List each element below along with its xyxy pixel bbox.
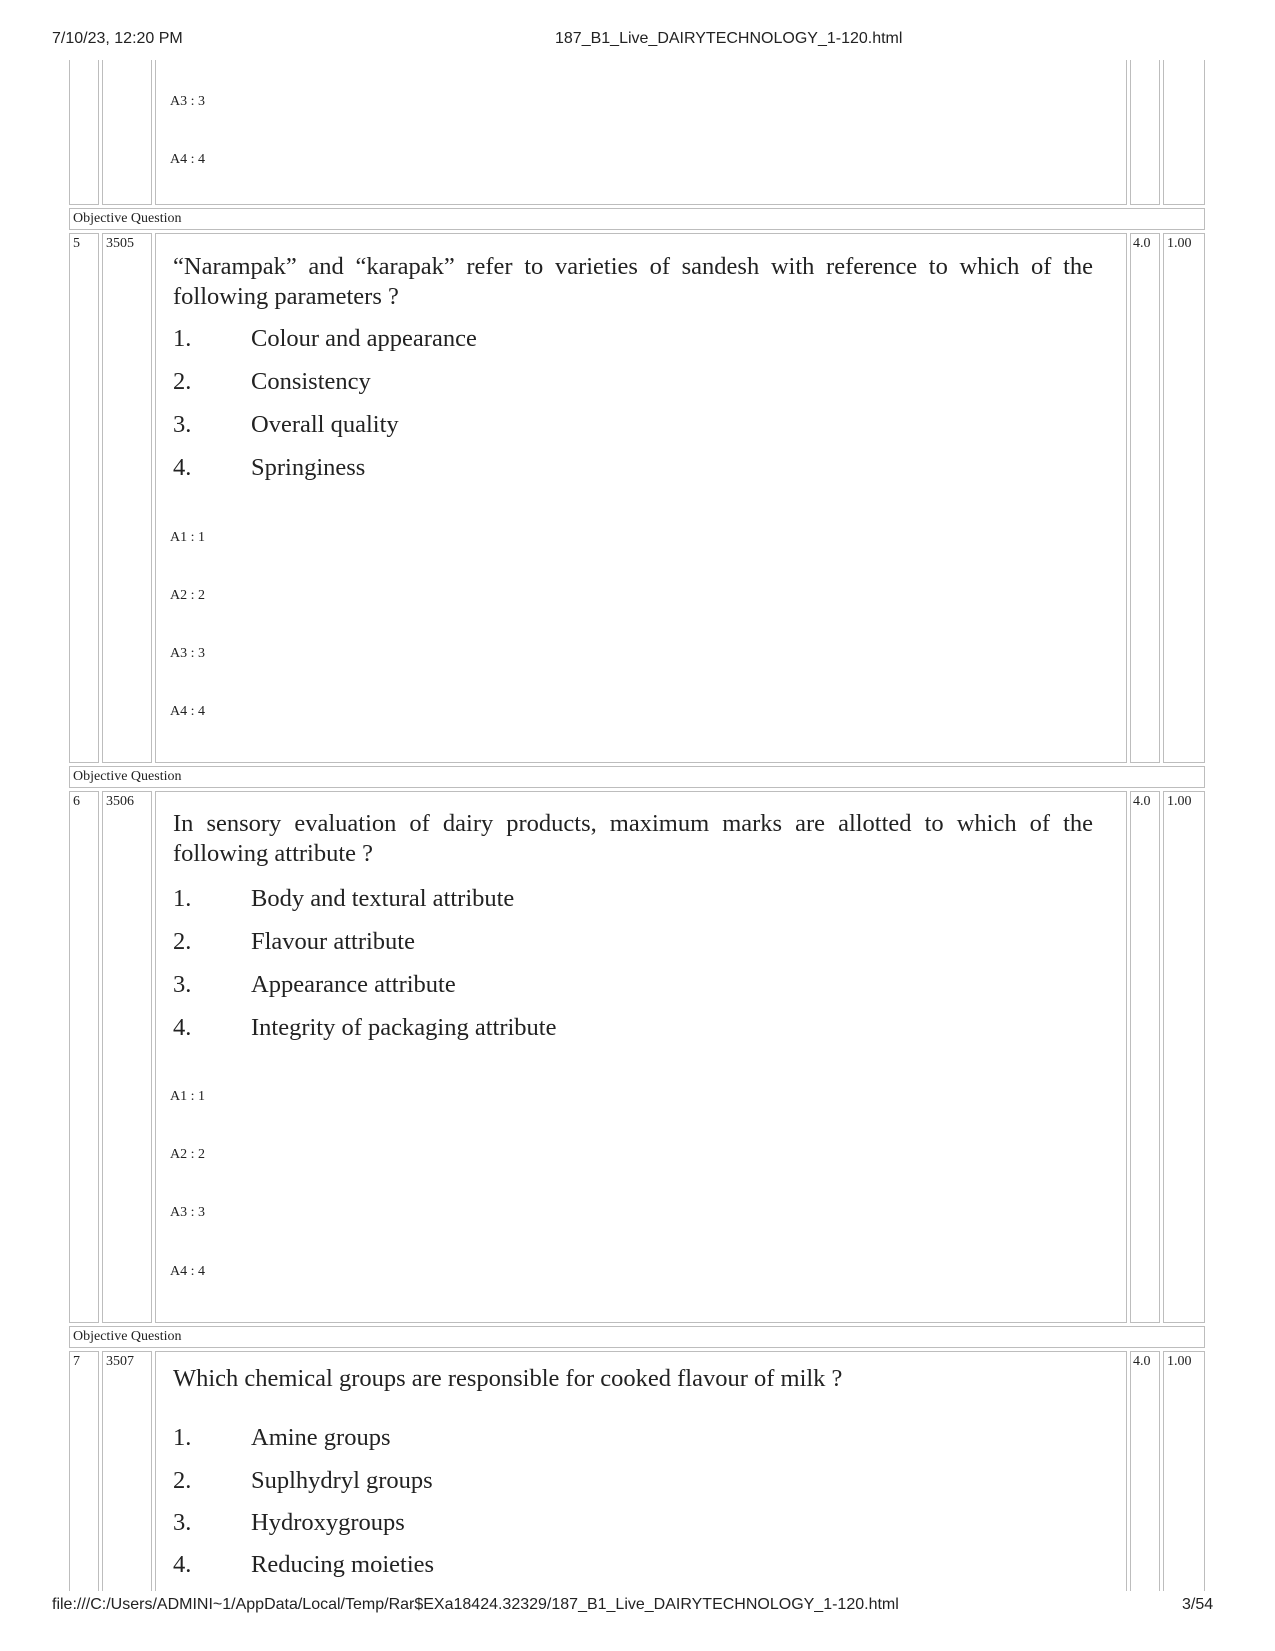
question-id: 3507 bbox=[106, 1354, 134, 1369]
marks-cell bbox=[1130, 791, 1160, 1323]
answer-code: A2 : 2 bbox=[170, 588, 205, 603]
option-text: Consistency bbox=[251, 368, 371, 395]
option-1 bbox=[173, 885, 514, 913]
qid-cell bbox=[102, 233, 152, 763]
question-id: 3505 bbox=[106, 236, 134, 251]
sno-cell bbox=[69, 791, 99, 1323]
type-label-row bbox=[69, 766, 1205, 788]
marks-cell bbox=[1130, 1351, 1160, 1591]
marks: 4.0 bbox=[1133, 1354, 1151, 1369]
marks: 4.0 bbox=[1133, 236, 1151, 251]
option-text: Overall quality bbox=[251, 411, 399, 438]
option-3 bbox=[173, 411, 399, 439]
option-text: Integrity of packaging attribute bbox=[251, 1014, 557, 1041]
print-file-path: file:///C:/Users/ADMINI~1/AppData/Local/Temp/Rar$EXa18424.32329/187_B1_Live_DAIRYTECHNOLOGY_1-120.html bbox=[52, 1596, 899, 1613]
negative-cell bbox=[1163, 60, 1205, 205]
option-number: 2. bbox=[173, 368, 192, 395]
option-text: Springiness bbox=[251, 454, 366, 481]
sno-cell bbox=[69, 233, 99, 763]
option-text: Hydroxygroups bbox=[251, 1509, 405, 1536]
qid-cell bbox=[102, 791, 152, 1323]
option-text: Appearance attribute bbox=[251, 971, 456, 998]
answer-code: A3 : 3 bbox=[170, 94, 205, 109]
question-cell bbox=[155, 233, 1127, 763]
option-1 bbox=[173, 325, 477, 353]
negative-marks: 1.00 bbox=[1167, 794, 1192, 809]
option-1 bbox=[173, 1424, 391, 1452]
sno-cell bbox=[69, 60, 99, 205]
serial-number: 5 bbox=[73, 236, 80, 251]
option-text: Body and textural attribute bbox=[251, 885, 515, 912]
question-text: In sensory evaluation of dairy products, maximum marks are allotted to which of the following attribute ? bbox=[173, 810, 1093, 867]
option-number: 4. bbox=[173, 1551, 192, 1578]
option-3 bbox=[173, 971, 456, 999]
sno-cell bbox=[69, 1351, 99, 1591]
question-type-label: Objective Question bbox=[73, 1329, 182, 1344]
answer-code: A1 : 1 bbox=[170, 1089, 205, 1104]
option-text: Suplhydryl groups bbox=[251, 1467, 433, 1494]
answer-code: A3 : 3 bbox=[170, 1205, 205, 1220]
serial-number: 7 bbox=[73, 1354, 80, 1369]
marks-cell bbox=[1130, 60, 1160, 205]
option-4 bbox=[173, 1551, 434, 1579]
print-title: 187_B1_Live_DAIRYTECHNOLOGY_1-120.html bbox=[555, 30, 903, 47]
question-type-label: Objective Question bbox=[73, 211, 182, 226]
type-label-row bbox=[69, 1326, 1205, 1348]
answer-code: A3 : 3 bbox=[170, 646, 205, 661]
question-text: Which chemical groups are responsible for cooked flavour of milk ? bbox=[173, 1365, 843, 1392]
option-2 bbox=[173, 928, 415, 956]
option-number: 4. bbox=[173, 1014, 192, 1041]
answer-code: A1 : 1 bbox=[170, 530, 205, 545]
print-page-number: 3/54 bbox=[1182, 1596, 1214, 1613]
option-2 bbox=[173, 1467, 433, 1495]
negative-cell bbox=[1163, 233, 1205, 763]
option-number: 4. bbox=[173, 454, 192, 481]
answer-code: A4 : 4 bbox=[170, 152, 205, 167]
option-text: Colour and appearance bbox=[251, 325, 477, 352]
option-number: 2. bbox=[173, 928, 192, 955]
option-number: 3. bbox=[173, 971, 192, 998]
qid-cell bbox=[102, 1351, 152, 1591]
option-text: Amine groups bbox=[251, 1424, 391, 1451]
option-4 bbox=[173, 1014, 556, 1042]
answer-code: A4 : 4 bbox=[170, 1264, 205, 1279]
option-text: Reducing moieties bbox=[251, 1551, 435, 1578]
option-3 bbox=[173, 1509, 405, 1537]
answer-code: A4 : 4 bbox=[170, 704, 205, 719]
option-number: 3. bbox=[173, 411, 192, 438]
question-cell bbox=[155, 60, 1127, 205]
option-number: 2. bbox=[173, 1467, 192, 1494]
negative-cell bbox=[1163, 791, 1205, 1323]
option-2 bbox=[173, 368, 371, 396]
option-number: 1. bbox=[173, 885, 192, 912]
serial-number: 6 bbox=[73, 794, 80, 809]
qid-cell bbox=[102, 60, 152, 205]
marks: 4.0 bbox=[1133, 794, 1151, 809]
option-number: 3. bbox=[173, 1509, 192, 1536]
type-label-row bbox=[69, 208, 1205, 230]
question-text: “Narampak” and “karapak” refer to varieties of sandesh with reference to which of the following parameters ? bbox=[173, 253, 1093, 310]
answer-code: A2 : 2 bbox=[170, 1147, 205, 1162]
negative-cell bbox=[1163, 1351, 1205, 1591]
option-text: Flavour attribute bbox=[251, 928, 415, 955]
marks-cell bbox=[1130, 233, 1160, 763]
option-4 bbox=[173, 454, 365, 482]
print-datetime: 7/10/23, 12:20 PM bbox=[52, 30, 183, 47]
question-type-label: Objective Question bbox=[73, 769, 182, 784]
option-number: 1. bbox=[173, 1424, 192, 1451]
option-number: 1. bbox=[173, 325, 192, 352]
negative-marks: 1.00 bbox=[1167, 1354, 1192, 1369]
question-id: 3506 bbox=[106, 794, 134, 809]
negative-marks: 1.00 bbox=[1167, 236, 1192, 251]
question-cell bbox=[155, 791, 1127, 1323]
